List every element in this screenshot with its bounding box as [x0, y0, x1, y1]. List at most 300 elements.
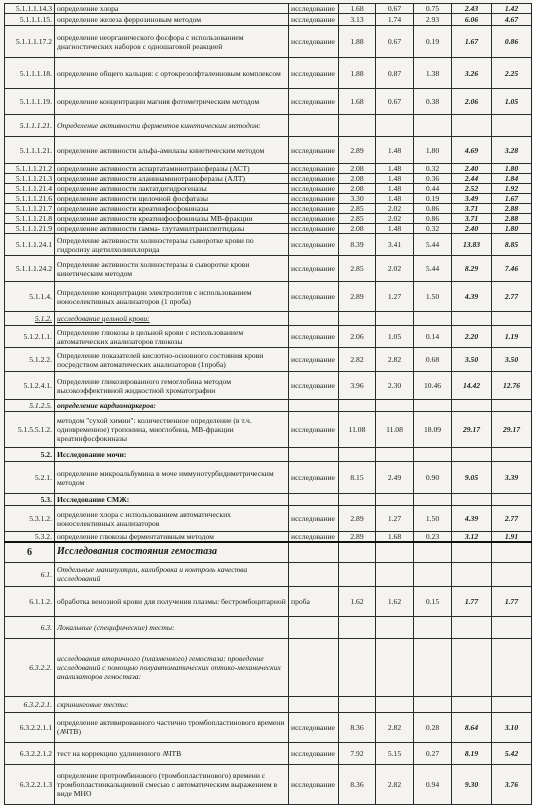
table-row [5, 562, 532, 586]
price-col-1: 2.08 [339, 184, 376, 194]
unit-of-measure [289, 562, 339, 586]
unit-of-measure: исследование [289, 204, 339, 214]
service-name: определение концентрации магния фотометрическим методом [55, 89, 289, 115]
price-col-5: 3.10 [492, 712, 532, 742]
price-col-5: 1.19 [492, 326, 532, 348]
service-code: 5.1.1.1.21.2 [5, 164, 55, 174]
price-col-1: 2.08 [339, 174, 376, 184]
unit-of-measure: исследование [289, 14, 339, 26]
table-row [5, 506, 532, 532]
price-col-3: 0.14 [414, 326, 452, 348]
table-row [5, 742, 532, 764]
service-name: Определение активности ферментов кинетическим методом: [55, 115, 289, 137]
price-col-3: 0.86 [414, 204, 452, 214]
price-col-4: 1.67 [452, 26, 492, 58]
price-col-5: 4.67 [492, 14, 532, 26]
price-col-3: 5.44 [414, 256, 452, 282]
price-col-1: 2.06 [339, 326, 376, 348]
price-col-1: 2.85 [339, 214, 376, 224]
price-col-3: 1.50 [414, 282, 452, 312]
price-col-4 [452, 312, 492, 326]
price-col-2: 1.48 [376, 164, 414, 174]
unit-of-measure [289, 494, 339, 506]
service-name: Определение активности холинэстеразы в сыворотке крови кинетическим методом [55, 256, 289, 282]
service-code: 5.1.2.4.1. [5, 372, 55, 400]
service-code: 5.1.1.1.24.2 [5, 256, 55, 282]
price-col-4: 3.50 [452, 348, 492, 372]
service-code: 5.1.1.1.24.1 [5, 234, 55, 256]
unit-of-measure [289, 400, 339, 412]
price-col-3: 0.94 [414, 764, 452, 804]
price-col-1: 2.89 [339, 137, 376, 164]
price-col-4: 8.29 [452, 256, 492, 282]
service-code: 6.1. [5, 562, 55, 586]
price-col-2 [376, 448, 414, 462]
unit-of-measure: исследование [289, 506, 339, 532]
price-col-3: 0.15 [414, 586, 452, 616]
price-col-2: 11.08 [376, 412, 414, 448]
service-code: 6.3.2.2.1.2 [5, 742, 55, 764]
price-col-2: 1.27 [376, 506, 414, 532]
price-col-1: 11.08 [339, 412, 376, 448]
service-name: Определение активности холинэстеразы сыворотке крови по гидролизу ацетилхолинхлорида [55, 234, 289, 256]
service-name: Определение показателей кислотно-основного состояния крови посредством автоматических анализаторов (1проба) [55, 348, 289, 372]
price-col-1: 1.68 [339, 89, 376, 115]
price-col-2: 5.15 [376, 742, 414, 764]
service-code: 5.3.1.2. [5, 506, 55, 532]
service-code: 5.1.1.4. [5, 282, 55, 312]
price-col-1: 8.15 [339, 462, 376, 494]
table-row [5, 462, 532, 494]
price-col-2: 2.02 [376, 256, 414, 282]
service-code: 5.1.1.1.15. [5, 14, 55, 26]
price-col-5: 2.77 [492, 282, 532, 312]
price-col-5: 3.76 [492, 764, 532, 804]
service-name: определение активности креатинфосфокиназы МВ-фракции [55, 214, 289, 224]
unit-of-measure: исследование [289, 174, 339, 184]
table-row [5, 494, 532, 506]
service-name: определение активности гамма- глутамилтранспептидазы [55, 224, 289, 234]
price-col-3: 0.27 [414, 742, 452, 764]
price-col-2 [376, 542, 414, 562]
service-name: определение активности альфа-амилазы кинетическим методом [55, 137, 289, 164]
price-col-4 [452, 494, 492, 506]
price-col-5: 3.50 [492, 348, 532, 372]
price-col-3: 1.80 [414, 137, 452, 164]
service-name: определение активности аспартатаминотрансферазы (АСТ) [55, 164, 289, 174]
price-table [4, 3, 532, 805]
unit-of-measure: исследование [289, 326, 339, 348]
price-col-3 [414, 115, 452, 137]
price-col-5: 1.92 [492, 184, 532, 194]
price-col-3: 0.36 [414, 174, 452, 184]
table-row [5, 586, 532, 616]
price-col-2: 2.82 [376, 348, 414, 372]
table-row [5, 137, 532, 164]
service-name: определение микроальбумина в моче иммунотурбидиметрическим методом [55, 462, 289, 494]
service-name: Исследование мочи: [55, 448, 289, 462]
service-code: 5.1.2.5. [5, 400, 55, 412]
service-code: 6.3.2.2.1.3 [5, 764, 55, 804]
price-col-1: 1.62 [339, 586, 376, 616]
unit-of-measure: исследование [289, 194, 339, 204]
price-col-3 [414, 638, 452, 696]
service-name: определение активности лактатдегидрогеназы [55, 184, 289, 194]
service-name: исследования вторичного (плазменного) гемостаза: проведение исследований с помощью полуавтоматических оптико-механических анализаторов гемостаза: [55, 638, 289, 696]
price-col-2: 1.48 [376, 137, 414, 164]
unit-of-measure: исследование [289, 224, 339, 234]
unit-of-measure: исследование [289, 214, 339, 224]
price-col-5: 3.39 [492, 462, 532, 494]
price-col-1: 2.82 [339, 348, 376, 372]
price-col-2 [376, 638, 414, 696]
price-col-5 [492, 448, 532, 462]
price-col-2: 2.02 [376, 214, 414, 224]
table-row [5, 194, 532, 204]
service-name: определение активности креатинфосфокиназы [55, 204, 289, 214]
price-col-1 [339, 400, 376, 412]
unit-of-measure: исследование [289, 234, 339, 256]
price-col-2: 0.87 [376, 58, 414, 89]
service-code: 5.1.1.1.21.3 [5, 174, 55, 184]
price-col-2 [376, 696, 414, 712]
table-row [5, 712, 532, 742]
unit-of-measure: исследование [289, 58, 339, 89]
service-name: определение кардиомаркеров: [55, 400, 289, 412]
service-code: 6.3. [5, 616, 55, 638]
price-col-3: 0.86 [414, 214, 452, 224]
price-col-5: 8.85 [492, 234, 532, 256]
price-col-3: 0.38 [414, 89, 452, 115]
unit-of-measure [289, 696, 339, 712]
unit-of-measure [289, 115, 339, 137]
service-code: 5.1.2.1.1. [5, 326, 55, 348]
table-row [5, 164, 532, 174]
table-row [5, 326, 532, 348]
service-code: 5.1.1.1.21.7 [5, 204, 55, 214]
unit-of-measure [289, 638, 339, 696]
price-col-5: 1.80 [492, 224, 532, 234]
unit-of-measure: исследование [289, 26, 339, 58]
service-code: 5.3. [5, 494, 55, 506]
service-name: скрининговые тесты: [55, 696, 289, 712]
service-name: определение неорганического фосфора с использованием диагностических наборов с одношаговой реакцией [55, 26, 289, 58]
service-code: 5.2.1. [5, 462, 55, 494]
price-col-4: 4.39 [452, 282, 492, 312]
service-code: 5.3.2. [5, 532, 55, 543]
price-col-4: 4.69 [452, 137, 492, 164]
table-row [5, 174, 532, 184]
service-name: Локальные (специфические) тесты: [55, 616, 289, 638]
price-col-3 [414, 562, 452, 586]
table-row [5, 448, 532, 462]
price-col-3: 0.19 [414, 26, 452, 58]
unit-of-measure: исследование [289, 348, 339, 372]
service-code: 6.3.2.2.1. [5, 696, 55, 712]
price-col-5: 1.42 [492, 4, 532, 14]
price-col-5 [492, 696, 532, 712]
price-col-3: 0.28 [414, 712, 452, 742]
service-name: определение активированного частично тромбопластинового времени (АЧТВ) [55, 712, 289, 742]
price-col-5 [492, 494, 532, 506]
price-col-4: 3.26 [452, 58, 492, 89]
price-col-3: 0.90 [414, 462, 452, 494]
price-col-2: 2.02 [376, 204, 414, 214]
price-col-2: 2.82 [376, 764, 414, 804]
price-col-1: 1.88 [339, 58, 376, 89]
price-col-3: 1.38 [414, 58, 452, 89]
price-col-1 [339, 696, 376, 712]
price-col-5: 29.17 [492, 412, 532, 448]
price-col-5 [492, 616, 532, 638]
price-col-5: 1.80 [492, 164, 532, 174]
price-col-1: 8.39 [339, 234, 376, 256]
table-row [5, 282, 532, 312]
price-col-1: 1.88 [339, 26, 376, 58]
service-name: обработка венозной крови для получения плазмы: бестромбоцитарной [55, 586, 289, 616]
price-col-2: 0.67 [376, 89, 414, 115]
price-col-5: 3.28 [492, 137, 532, 164]
table-row [5, 89, 532, 115]
price-col-4: 9.30 [452, 764, 492, 804]
table-row [5, 400, 532, 412]
table-row [5, 532, 532, 543]
unit-of-measure: исследование [289, 164, 339, 174]
unit-of-measure: исследование [289, 89, 339, 115]
price-col-4: 9.05 [452, 462, 492, 494]
price-col-5: 0.86 [492, 26, 532, 58]
price-col-2 [376, 616, 414, 638]
service-code: 5.1.1.1.21. [5, 115, 55, 137]
price-col-2: 1.48 [376, 194, 414, 204]
price-col-4: 8.64 [452, 712, 492, 742]
price-col-1: 3.96 [339, 372, 376, 400]
price-col-1: 2.89 [339, 282, 376, 312]
service-name: Определение гликозированного гемоглобина методом высокоэффективной жидкостной хроматографии [55, 372, 289, 400]
price-col-1: 2.89 [339, 506, 376, 532]
service-code: 5.1.1.1.21.6 [5, 194, 55, 204]
unit-of-measure: исследование [289, 4, 339, 14]
price-col-4 [452, 696, 492, 712]
price-col-1 [339, 448, 376, 462]
table-row [5, 542, 532, 562]
price-col-2: 2.82 [376, 712, 414, 742]
price-col-3 [414, 696, 452, 712]
price-col-4: 2.44 [452, 174, 492, 184]
table-row [5, 256, 532, 282]
service-name: определение хлора с использованием автоматических ионоселективных анализаторов [55, 506, 289, 532]
table-row [5, 616, 532, 638]
service-code: 5.1.1.1.21.4 [5, 184, 55, 194]
price-col-1: 1.68 [339, 4, 376, 14]
price-col-4: 3.49 [452, 194, 492, 204]
price-col-4: 2.43 [452, 4, 492, 14]
price-col-3: 0.75 [414, 4, 452, 14]
price-col-1 [339, 542, 376, 562]
price-col-4 [452, 448, 492, 462]
service-code: 5.1.2. [5, 312, 55, 326]
service-code: 5.1.1.1.18. [5, 58, 55, 89]
price-col-2 [376, 494, 414, 506]
unit-of-measure: исследование [289, 532, 339, 543]
price-col-5 [492, 562, 532, 586]
price-col-2 [376, 312, 414, 326]
service-code: 5.1.2.2. [5, 348, 55, 372]
unit-of-measure: проба [289, 586, 339, 616]
service-code: 5.1.1.1.19. [5, 89, 55, 115]
price-col-3: 0.32 [414, 164, 452, 174]
price-col-5 [492, 312, 532, 326]
price-col-4 [452, 542, 492, 562]
price-col-1: 8.36 [339, 764, 376, 804]
price-col-4 [452, 638, 492, 696]
price-col-2: 3.41 [376, 234, 414, 256]
table-row [5, 184, 532, 194]
unit-of-measure: исследование [289, 282, 339, 312]
unit-of-measure [289, 542, 339, 562]
table-row [5, 4, 532, 14]
price-col-5: 1.77 [492, 586, 532, 616]
table-row [5, 696, 532, 712]
table-row [5, 764, 532, 804]
price-col-3: 0.44 [414, 184, 452, 194]
price-col-3: 0.19 [414, 194, 452, 204]
price-col-5: 7.46 [492, 256, 532, 282]
unit-of-measure: исследование [289, 462, 339, 494]
price-col-1 [339, 115, 376, 137]
price-col-2: 0.67 [376, 4, 414, 14]
price-col-1 [339, 616, 376, 638]
price-col-5: 1.91 [492, 532, 532, 543]
price-col-3: 10.46 [414, 372, 452, 400]
price-col-2: 1.68 [376, 532, 414, 543]
price-col-4: 3.71 [452, 214, 492, 224]
price-col-3 [414, 494, 452, 506]
service-code: 6.1.1.2. [5, 586, 55, 616]
service-name: исследование цельной крови: [55, 312, 289, 326]
price-col-5: 1.05 [492, 89, 532, 115]
price-col-4 [452, 562, 492, 586]
price-col-2: 2.49 [376, 462, 414, 494]
price-col-1: 7.92 [339, 742, 376, 764]
unit-of-measure [289, 312, 339, 326]
price-col-1: 3.30 [339, 194, 376, 204]
price-col-1: 2.85 [339, 204, 376, 214]
price-col-3 [414, 542, 452, 562]
price-col-3: 0.32 [414, 224, 452, 234]
price-col-3: 18.09 [414, 412, 452, 448]
price-col-1: 2.08 [339, 164, 376, 174]
price-col-5: 2.77 [492, 506, 532, 532]
price-col-4: 2.40 [452, 164, 492, 174]
price-col-5: 2.25 [492, 58, 532, 89]
unit-of-measure: исследование [289, 412, 339, 448]
price-col-2: 2.30 [376, 372, 414, 400]
price-col-4: 2.20 [452, 326, 492, 348]
price-col-2: 1.27 [376, 282, 414, 312]
unit-of-measure: исследование [289, 256, 339, 282]
table-row [5, 234, 532, 256]
price-col-3 [414, 616, 452, 638]
service-name: определение активности аланинаминотрансферазы (АЛТ) [55, 174, 289, 184]
unit-of-measure: исследование [289, 764, 339, 804]
price-col-4: 29.17 [452, 412, 492, 448]
price-col-4: 3.12 [452, 532, 492, 543]
service-code: 6.3.2.2.1.1 [5, 712, 55, 742]
price-col-2 [376, 115, 414, 137]
service-code: 5.2. [5, 448, 55, 462]
price-col-3 [414, 400, 452, 412]
table-row [5, 115, 532, 137]
price-col-4 [452, 616, 492, 638]
price-col-4: 2.52 [452, 184, 492, 194]
price-col-5 [492, 638, 532, 696]
table-row [5, 372, 532, 400]
table-row [5, 214, 532, 224]
price-col-3: 0.23 [414, 532, 452, 543]
table-row [5, 58, 532, 89]
service-name: тест на коррекцию удлиненного АЧТВ [55, 742, 289, 764]
price-col-4: 3.71 [452, 204, 492, 214]
service-name: Исследование СМЖ: [55, 494, 289, 506]
service-code: 5.1.1.1.14.3 [5, 4, 55, 14]
service-code: 5.1.1.1.21.9 [5, 224, 55, 234]
price-col-5: 12.76 [492, 372, 532, 400]
service-name: определение общего кальция: с ортокрезолфталеиновым комплексом [55, 58, 289, 89]
price-col-2 [376, 562, 414, 586]
service-name: методом "сухой химии": количественное определение (в т.ч. одновременное) тропонина, миоглобина, МВ-фракции креатинфосфокиназы [55, 412, 289, 448]
price-col-2: 0.67 [376, 26, 414, 58]
price-col-2: 1.05 [376, 326, 414, 348]
price-col-4: 14.42 [452, 372, 492, 400]
table-row [5, 312, 532, 326]
price-col-2: 1.48 [376, 174, 414, 184]
table-row [5, 638, 532, 696]
unit-of-measure: исследование [289, 372, 339, 400]
price-col-4: 2.40 [452, 224, 492, 234]
service-code: 6 [5, 542, 55, 562]
service-name: Определение глюкозы в цельной крови с использованием автоматических анализаторов глюкозы [55, 326, 289, 348]
price-col-1 [339, 562, 376, 586]
unit-of-measure [289, 616, 339, 638]
price-col-2: 1.48 [376, 224, 414, 234]
price-col-1 [339, 494, 376, 506]
service-name: определение протромбинового (тромбопластинового) времени с тромбопластинкальциевой смесью с автоматическим выражением в виде МНО [55, 764, 289, 804]
price-col-5: 5.42 [492, 742, 532, 764]
table-row [5, 348, 532, 372]
unit-of-measure: исследование [289, 184, 339, 194]
table-row [5, 14, 532, 26]
price-col-1: 3.13 [339, 14, 376, 26]
price-col-3: 0.68 [414, 348, 452, 372]
price-col-1 [339, 638, 376, 696]
price-col-5: 1.67 [492, 194, 532, 204]
price-col-2: 1.74 [376, 14, 414, 26]
price-col-1: 8.36 [339, 712, 376, 742]
unit-of-measure: исследование [289, 712, 339, 742]
price-col-2: 1.62 [376, 586, 414, 616]
unit-of-measure [289, 448, 339, 462]
price-col-4: 13.83 [452, 234, 492, 256]
service-name: определение глюкозы ферментативным методом [55, 532, 289, 543]
price-col-5: 1.84 [492, 174, 532, 184]
unit-of-measure: исследование [289, 742, 339, 764]
price-col-4 [452, 115, 492, 137]
service-name: определение активности щелочной фосфатазы [55, 194, 289, 204]
table-row [5, 224, 532, 234]
price-col-2: 1.48 [376, 184, 414, 194]
price-col-4: 6.06 [452, 14, 492, 26]
